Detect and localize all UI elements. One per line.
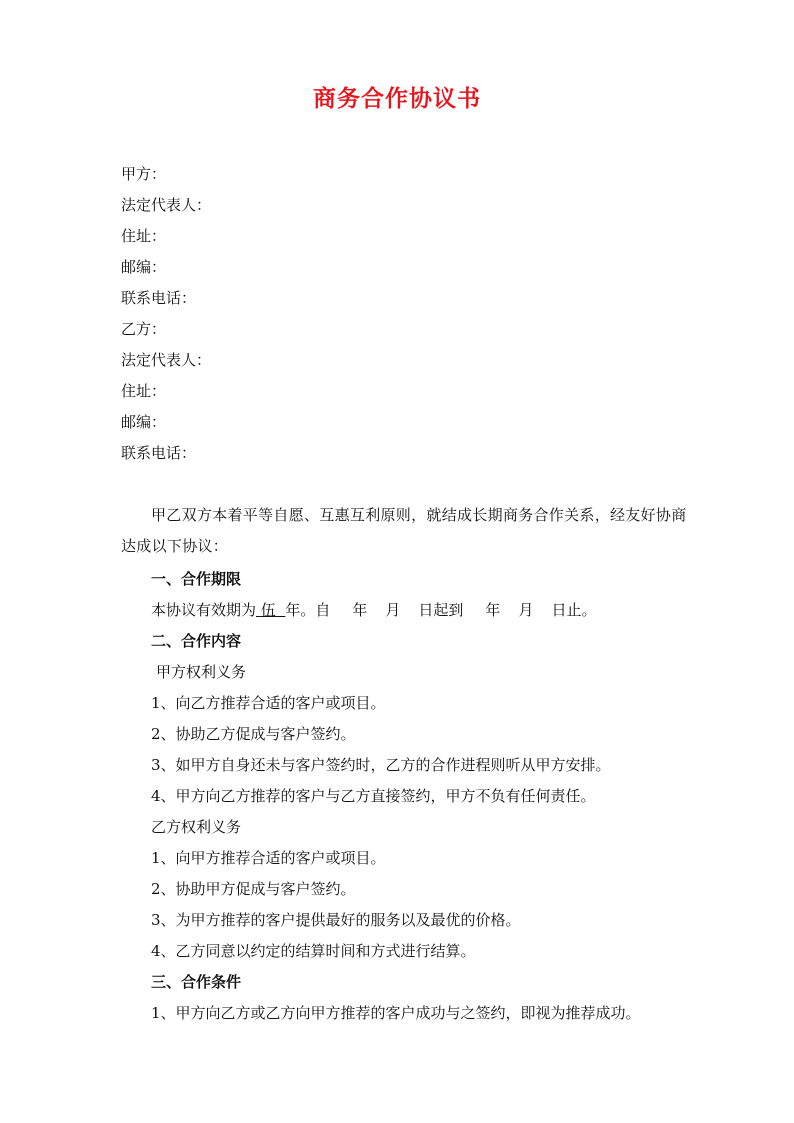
list-item: 1、向甲方推荐合适的客户或项目。 (151, 849, 386, 867)
party-b-address-label: 住址： (121, 382, 167, 400)
list-item: 1、甲方向乙方或乙方向甲方推荐的客户成功与之签约，即视为推荐成功。 (151, 1004, 641, 1022)
term-year-1: 年 (352, 601, 368, 619)
section3-heading: 三、合作条件 (151, 973, 242, 991)
list-item: 4、甲方向乙方推荐的客户与乙方直接签约，甲方不负有任何责任。 (151, 787, 596, 805)
party-b-name-label: 乙方： (121, 320, 167, 338)
term-end: 日止。 (551, 601, 597, 619)
term-month-1: 月 (385, 601, 401, 619)
term-line (151, 600, 596, 620)
party-a-name-label: 甲方： (121, 165, 167, 183)
party-b-rights-heading: 乙方权利义务 (151, 818, 242, 836)
term-value: 伍 (260, 601, 276, 619)
section1-heading: 一、合作期限 (151, 570, 242, 588)
party-a-rep-label: 法定代表人： (121, 196, 212, 214)
intro-paragraph: 甲乙双方本着平等自愿、互惠互利原则，就结成长期商务合作关系，经友好协商达成以下协议： (121, 506, 687, 555)
list-item: 2、协助乙方促成与客户签约。 (151, 725, 356, 743)
list-item: 3、如甲方自身还未与客户签约时，乙方的合作进程则听从甲方安排。 (151, 756, 611, 774)
party-a-rights-heading: 甲方权利义务 (156, 663, 247, 681)
term-prefix: 本协议有效期为 (151, 601, 257, 619)
party-a-address-label: 住址： (121, 227, 167, 245)
party-a-phone-label: 联系电话： (121, 289, 197, 307)
party-a-postcode-label: 邮编： (121, 258, 167, 276)
party-b-phone-label: 联系电话： (121, 444, 197, 462)
section2-heading: 二、合作内容 (151, 632, 242, 650)
list-item: 4、乙方同意以约定的结算时间和方式进行结算。 (151, 942, 476, 960)
document-title: 商务合作协议书 (313, 85, 481, 112)
party-b-rep-label: 法定代表人： (121, 351, 212, 369)
term-month-2: 月 (518, 601, 534, 619)
term-year-2: 年 (485, 601, 501, 619)
list-item: 3、为甲方推荐的客户提供最好的服务以及最优的价格。 (151, 911, 521, 929)
term-from: 日起到 (418, 601, 464, 619)
list-item: 1、向乙方推荐合适的客户或项目。 (151, 694, 386, 712)
party-b-postcode-label: 邮编： (121, 413, 167, 431)
list-item: 2、协助甲方促成与客户签约。 (151, 880, 356, 898)
term-year-from: 年。自 (285, 601, 331, 619)
